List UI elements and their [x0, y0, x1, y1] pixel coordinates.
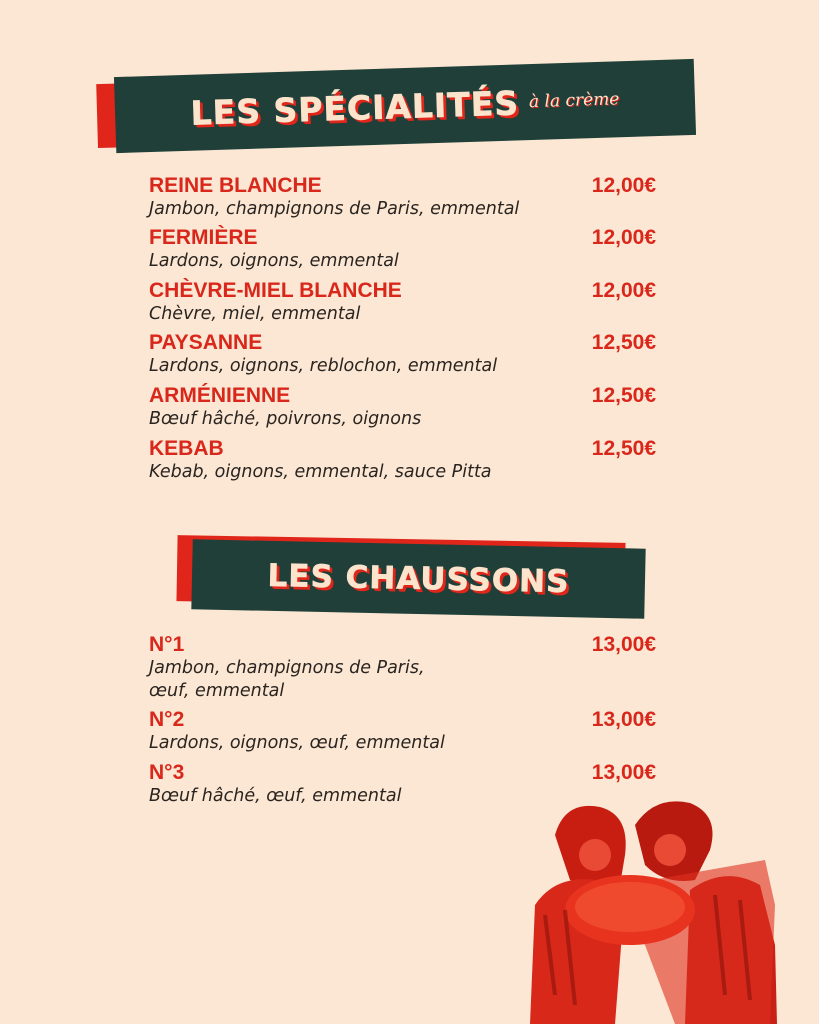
item-description: Bœuf hâché, œuf, emmental [149, 786, 402, 806]
item-name: REINE BLANCHE [149, 174, 322, 197]
item-description: Lardons, oignons, emmental [149, 251, 399, 271]
item-name: CHÈVRE-MIEL BLANCHE [149, 279, 402, 302]
section-title: LES CHAUSSONS [267, 557, 570, 601]
item-price: 13,00€ [591, 761, 656, 784]
item-price: 12,50€ [591, 437, 656, 460]
banner-panel [114, 59, 696, 153]
item-price: 12,50€ [591, 331, 656, 354]
menu-item [149, 437, 656, 484]
item-name: ARMÉNIENNE [149, 384, 291, 407]
item-name: N°3 [149, 761, 185, 784]
menu-item [149, 331, 656, 378]
menu-item [149, 633, 656, 703]
item-description: Lardons, oignons, œuf, emmental [149, 733, 445, 753]
item-name: FERMIÈRE [149, 226, 258, 249]
item-description-line2: œuf, emmental [149, 681, 285, 701]
menu-item [149, 708, 656, 755]
item-name: PAYSANNE [149, 331, 263, 354]
item-price: 12,00€ [591, 174, 656, 197]
item-name: N°1 [149, 633, 185, 656]
menu-item [149, 226, 656, 273]
menu-item [149, 279, 656, 326]
banner-panel [191, 539, 645, 618]
vintage-photo-two-women-eating-pizza [525, 795, 785, 1024]
item-description: Chèvre, miel, emmental [149, 304, 361, 324]
item-price: 12,00€ [591, 226, 656, 249]
item-price: 12,50€ [591, 384, 656, 407]
section-title: LES SPÉCIALITÉS [190, 82, 520, 133]
item-name: N°2 [149, 708, 185, 731]
item-price: 13,00€ [591, 708, 656, 731]
section-subtitle: à la crème [528, 89, 620, 113]
item-name: KEBAB [149, 437, 224, 460]
menu-item [149, 174, 656, 221]
item-description: Bœuf hâché, poivrons, oignons [149, 409, 422, 429]
item-price: 12,00€ [591, 279, 656, 302]
item-price: 13,00€ [591, 633, 656, 656]
menu-item [149, 384, 656, 431]
item-description: Jambon, champignons de Paris, emmental [149, 199, 520, 219]
item-description: Jambon, champignons de Paris, [149, 658, 425, 678]
item-description: Kebab, oignons, emmental, sauce Pitta [149, 462, 492, 482]
item-description: Lardons, oignons, reblochon, emmental [149, 356, 498, 376]
